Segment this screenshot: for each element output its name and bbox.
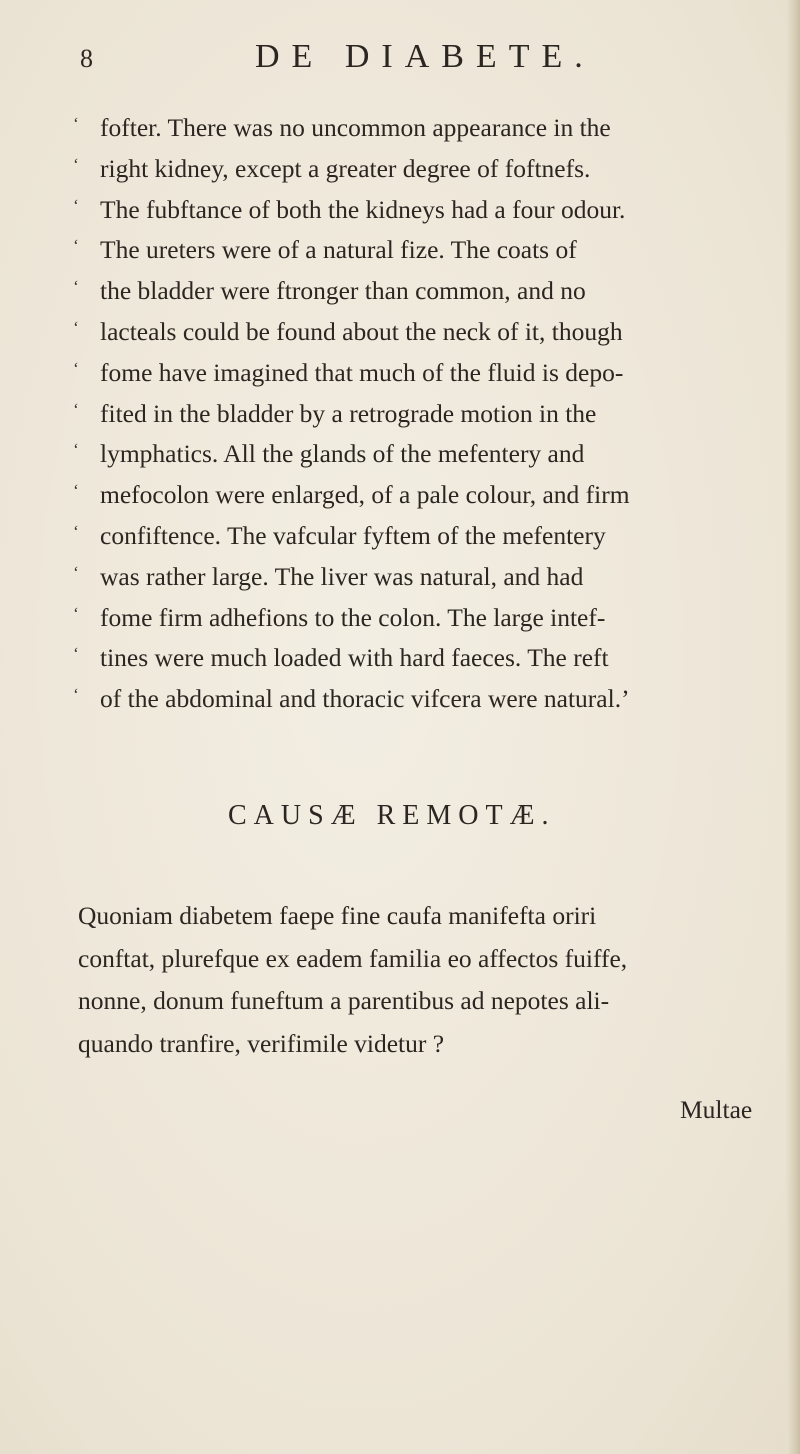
text-line (73, 190, 770, 231)
page-edge (786, 0, 800, 1454)
section-heading: CAUSÆ REMOTÆ. (228, 800, 556, 831)
line-text: fofter. There was no uncommon appearance in the (100, 113, 611, 142)
line-text: fome have imagined that much of the fluid is depo- (100, 357, 624, 387)
quote-mark: ‘ (73, 277, 79, 297)
text-line (73, 475, 770, 516)
line-text: right kidney, except a greater degree of foftnefs. (100, 153, 591, 183)
quote-mark: ‘ (73, 521, 79, 541)
quote-mark: ‘ (73, 481, 79, 501)
latin-paragraph (78, 895, 778, 1065)
text-line (73, 598, 770, 639)
text-line (73, 108, 770, 149)
line-text: of the abdominal and thoracic vifcera were natural.’ (100, 684, 630, 714)
line-text: mefocolon were enlarged, of a pale colour, and firm (100, 480, 630, 510)
paragraph-line: Quoniam diabetem faepe fine caufa manifefta oriri (78, 901, 597, 930)
text-line (73, 434, 770, 475)
line-text: fome firm adhefions to the colon. The large intef- (100, 602, 606, 632)
paragraph-line: conftat, plurefque ex eadem familia eo affectos fuiffe, (78, 943, 628, 973)
line-text: lacteals could be found about the neck of it, though (100, 316, 623, 346)
paragraph-line: nonne, donum funeftum a parentibus ad nepotes ali- (78, 986, 610, 1015)
text-line (73, 516, 770, 557)
quote-mark: ‘ (73, 440, 79, 460)
quote-mark: ‘ (73, 644, 79, 664)
line-text: The fubftance of both the kidneys had a four odour. (100, 194, 626, 224)
text-line (73, 353, 770, 394)
text-line (73, 394, 770, 435)
text-line (73, 271, 770, 312)
quote-mark: ‘ (73, 603, 79, 623)
page-number: 8 (80, 44, 93, 73)
line-text: confiftence. The vafcular fyftem of the mefentery (100, 520, 606, 550)
quote-mark: ‘ (73, 562, 79, 582)
quote-mark: ‘ (73, 114, 79, 133)
line-text: was rather large. The liver was natural, and had (100, 561, 584, 591)
line-text: lymphatics. All the glands of the mefentery and (100, 439, 585, 469)
page-header (0, 30, 800, 80)
line-text: The ureters were of a natural fize. The coats of (100, 235, 577, 265)
catchword: Multae (680, 1095, 753, 1124)
text-line (73, 557, 770, 598)
text-line (73, 230, 770, 271)
quote-mark: ‘ (73, 195, 79, 215)
quote-mark: ‘ (73, 317, 79, 337)
text-line (73, 679, 770, 720)
quote-mark: ‘ (73, 685, 79, 705)
running-head: DE DIABETE. (255, 38, 595, 75)
quote-mark: ‘ (73, 236, 79, 256)
quote-mark: ‘ (73, 358, 79, 378)
paragraph-line: quando tranfire, verifimile videtur ? (78, 1028, 445, 1058)
text-line (73, 149, 770, 190)
quoted-passage (73, 108, 770, 720)
line-text: the bladder were ftronger than common, and no (100, 276, 586, 306)
line-text: fited in the bladder by a retrograde motion in the (100, 398, 597, 428)
quote-mark: ‘ (73, 399, 79, 419)
quote-mark: ‘ (73, 154, 79, 174)
text-line (73, 638, 770, 679)
text-line (73, 312, 770, 353)
line-text: tines were much loaded with hard faeces. The reft (100, 643, 609, 673)
